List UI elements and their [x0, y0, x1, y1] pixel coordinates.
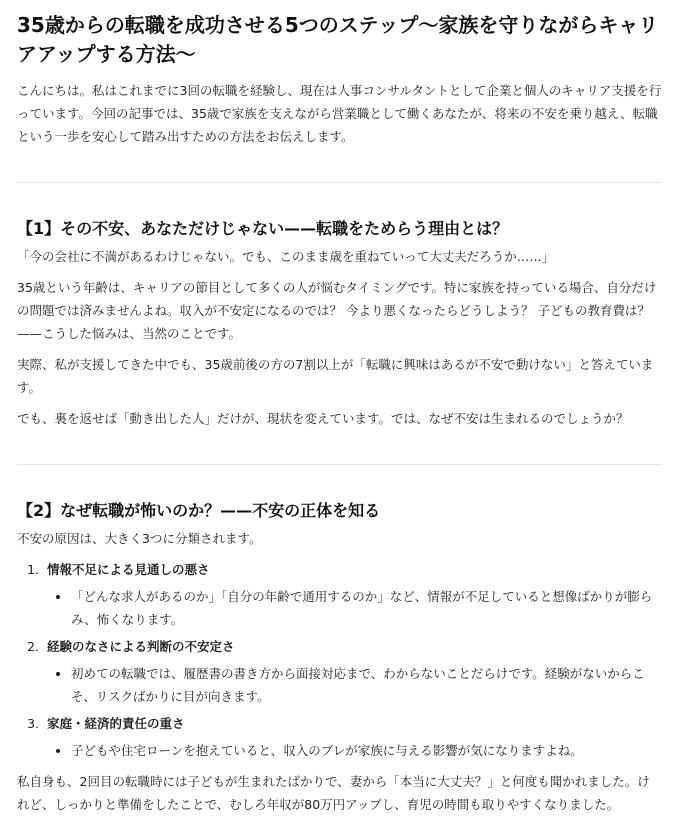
- cause-item: [43, 635, 662, 708]
- cause-item: [43, 558, 662, 631]
- cause-detail-list: [47, 739, 662, 762]
- section-2: [17, 499, 662, 816]
- section-2-closing: 私自身も、2回目の転職時には子どもが生まれたばかりで、妻から「本当に大丈夫？」と何度も聞かれました。けれど、しっかりと準備をしたことで、むしろ年収が80万円アップし、育児の時間も取りやすくなりました。: [17, 774, 650, 812]
- causes-list: [17, 558, 662, 762]
- section-1-paragraph: 実際、私が支援してきた中でも、35歳前後の方の7割以上が「転職に興味はあるが不安で動けない」と答えています。: [17, 357, 654, 395]
- cause-title: 3. 家庭・経済的責任の重さ: [47, 716, 185, 731]
- article-title: 35歳からの転職を成功させる5つのステップ〜家族を守りながらキャリアアップする方法〜: [17, 13, 659, 66]
- cause-detail: • 初めての転職では、履歴書の書き方から面接対応まで、わからないことだらけです。経験がないからこそ、リスクばかりに目が向きます。: [71, 662, 662, 708]
- section-2-heading: 【2】なぜ転職が怖いのか？——不安の正体を知る: [17, 501, 381, 520]
- article-intro: こんにちは。私はこれまでに3回の転職を経験し、現在は人事コンサルタントとして企業と個人のキャリア支援を行っています。今回の記事では、35歳で家族を支えながら営業職として働くあなたが、将来の不安を乗り越え、転職という一歩を安心して踏み出すための方法をお伝えします。: [17, 83, 662, 144]
- cause-item: [43, 712, 662, 762]
- cause-detail: • 子どもや住宅ローンを抱えていると、収入のブレが家族に与える影響が気になりますよね。: [71, 739, 662, 762]
- section-1-paragraph: 35歳という年齢は、キャリアの節目として多くの人が悩むタイミングです。特に家族を持っている場合、自分だけの問題では済みませんよね。収入が不安定になるのでは？ 今より悪くなったらどうしよう？ 子どもの教育費は？ ——こうした悩みは、当然のことです。: [17, 280, 657, 341]
- cause-title: 1. 情報不足による見通しの悪さ: [47, 562, 210, 577]
- cause-detail: • 「どんな求人があるのか」「自分の年齢で通用するのか」など、情報が不足していると想像ばかりが膨らみ、怖くなります。: [71, 585, 662, 631]
- section-1-paragraph: でも、裏を返せば「動き出した人」だけが、現状を変えています。では、なぜ不安は生まれるのでしょうか？: [17, 411, 629, 426]
- cause-detail-list: [47, 585, 662, 631]
- section-divider: [17, 182, 662, 183]
- cause-title: 2. 経験のなさによる判断の不安定さ: [47, 639, 235, 654]
- section-1-paragraph: 「今の会社に不満があるわけじゃない。でも、このまま歳を重ねていって大丈夫だろうか……」: [17, 249, 555, 264]
- section-2-lead: 不安の原因は、大きく3つに分類されます。: [17, 531, 262, 546]
- section-divider: [17, 464, 662, 465]
- section-1-heading: 【1】その不安、あなただけじゃない——転職をためらう理由とは？: [17, 219, 509, 238]
- cause-detail-list: [47, 662, 662, 708]
- section-1: [17, 217, 662, 430]
